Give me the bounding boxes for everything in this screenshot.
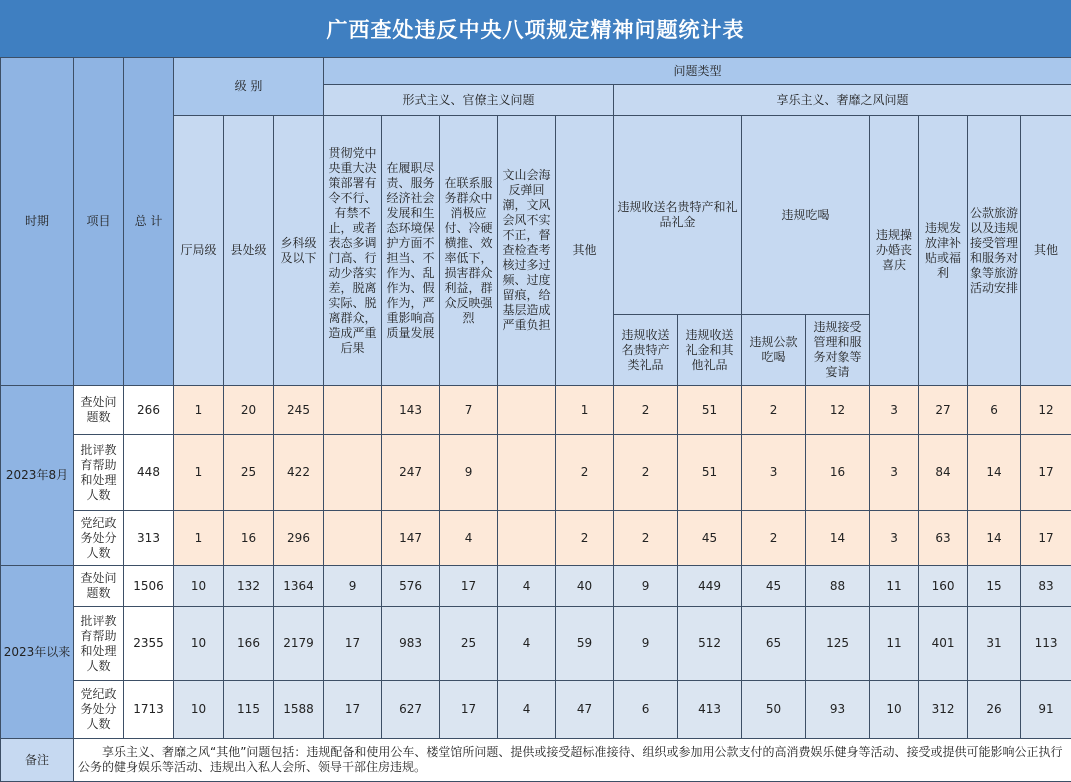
table-body	[1, 386, 1071, 739]
value-cell: 2	[556, 511, 614, 566]
total-cell: 1506	[124, 566, 174, 607]
value-cell: 20	[224, 386, 274, 435]
value-cell: 3	[742, 435, 806, 511]
total-cell: 2355	[124, 607, 174, 681]
value-cell: 3	[870, 386, 919, 435]
page-title: 广西查处违反中央八项规定精神问题统计表	[0, 0, 1071, 57]
row-item-label: 批评教育帮助和处理人数	[74, 435, 124, 511]
value-cell: 45	[742, 566, 806, 607]
value-cell: 59	[556, 607, 614, 681]
value-cell: 2179	[274, 607, 324, 681]
value-cell: 47	[556, 681, 614, 739]
value-cell: 2	[614, 435, 678, 511]
value-cell: 12	[1021, 386, 1071, 435]
value-cell: 125	[806, 607, 870, 681]
header-allowance: 违规发放津补贴或福利	[919, 116, 968, 386]
header-formalism-4: 文山会海反弹回潮，文风会风不实不正，督查检查考核过多过频、过度留痕，给基层造成严重负担	[498, 116, 556, 386]
value-cell: 401	[919, 607, 968, 681]
value-cell: 3	[870, 435, 919, 511]
period-label: 2023年以来	[1, 566, 74, 739]
period-label: 2023年8月	[1, 386, 74, 566]
value-cell: 512	[678, 607, 742, 681]
value-cell: 40	[556, 566, 614, 607]
value-cell: 1	[556, 386, 614, 435]
note-label: 备注	[1, 739, 74, 782]
value-cell: 132	[224, 566, 274, 607]
value-cell: 51	[678, 386, 742, 435]
row-item-label: 党纪政务处分人数	[74, 681, 124, 739]
header-period: 时期	[1, 58, 74, 386]
value-cell: 17	[1021, 511, 1071, 566]
value-cell: 449	[678, 566, 742, 607]
value-cell: 26	[968, 681, 1021, 739]
value-cell: 113	[1021, 607, 1071, 681]
value-cell: 9	[324, 566, 382, 607]
row-item-label: 党纪政务处分人数	[74, 511, 124, 566]
value-cell: 3	[870, 511, 919, 566]
value-cell: 9	[440, 435, 498, 511]
value-cell: 9	[614, 566, 678, 607]
value-cell: 6	[968, 386, 1021, 435]
header-gifts-2: 违规收送礼金和其他礼品	[678, 315, 742, 386]
header-eat-2: 违规接受管理和服务对象等宴请	[806, 315, 870, 386]
value-cell: 65	[742, 607, 806, 681]
value-cell: 247	[382, 435, 440, 511]
value-cell: 17	[440, 566, 498, 607]
header-level-xian: 县处级	[224, 116, 274, 386]
total-cell: 448	[124, 435, 174, 511]
value-cell	[498, 511, 556, 566]
header-eat-group: 违规吃喝	[742, 116, 870, 315]
header-wedding: 违规操办婚丧喜庆	[870, 116, 919, 386]
header-level-xiang: 乡科级及以下	[274, 116, 324, 386]
value-cell: 10	[174, 681, 224, 739]
value-cell: 1	[174, 435, 224, 511]
value-cell: 4	[498, 607, 556, 681]
total-cell: 1713	[124, 681, 174, 739]
value-cell	[324, 511, 382, 566]
value-cell: 166	[224, 607, 274, 681]
header-formalism-group: 形式主义、官僚主义问题	[324, 85, 614, 116]
value-cell: 4	[440, 511, 498, 566]
value-cell: 245	[274, 386, 324, 435]
statistics-table	[0, 57, 1071, 782]
value-cell: 6	[614, 681, 678, 739]
header-level-group: 级 别	[174, 58, 324, 116]
value-cell: 576	[382, 566, 440, 607]
value-cell: 83	[1021, 566, 1071, 607]
value-cell: 31	[968, 607, 1021, 681]
value-cell	[498, 435, 556, 511]
value-cell: 12	[806, 386, 870, 435]
value-cell: 45	[678, 511, 742, 566]
value-cell: 17	[324, 681, 382, 739]
row-item-label: 查处问题数	[74, 566, 124, 607]
value-cell: 17	[440, 681, 498, 739]
header-hedonism-other: 其他	[1021, 116, 1071, 386]
value-cell: 11	[870, 566, 919, 607]
value-cell: 143	[382, 386, 440, 435]
value-cell: 413	[678, 681, 742, 739]
row-item-label: 查处问题数	[74, 386, 124, 435]
value-cell: 1588	[274, 681, 324, 739]
value-cell: 11	[870, 607, 919, 681]
value-cell: 14	[806, 511, 870, 566]
header-formalism-3: 在联系服务群众中消极应付、冷硬横推、效率低下，损害群众利益，群众反映强烈	[440, 116, 498, 386]
header-problem-types: 问题类型	[324, 58, 1071, 85]
table-row	[1, 511, 1071, 566]
value-cell: 25	[224, 435, 274, 511]
value-cell: 4	[498, 681, 556, 739]
value-cell: 2	[742, 511, 806, 566]
note-text: 享乐主义、奢靡之风“其他”问题包括：违规配备和使用公车、楼堂馆所问题、提供或接受超标准接待、组织或参加用公款支付的高消费娱乐健身等活动、接受或提供可能影响公正执行公务的健身娱乐等活动、违规出入私人会所、领导干部住房违规。	[74, 739, 1071, 782]
value-cell: 25	[440, 607, 498, 681]
header-total: 总 计	[124, 58, 174, 386]
value-cell: 15	[968, 566, 1021, 607]
value-cell: 10	[174, 607, 224, 681]
value-cell: 17	[1021, 435, 1071, 511]
row-item-label: 批评教育帮助和处理人数	[74, 607, 124, 681]
value-cell: 17	[324, 607, 382, 681]
value-cell: 10	[870, 681, 919, 739]
value-cell: 983	[382, 607, 440, 681]
value-cell: 88	[806, 566, 870, 607]
value-cell: 14	[968, 511, 1021, 566]
value-cell	[324, 435, 382, 511]
header-formalism-1: 贯彻党中央重大决策部署有令不行、有禁不止，或者表态多调门高、行动少落实差，脱离实际、脱离群众，造成严重后果	[324, 116, 382, 386]
header-formalism-other: 其他	[556, 116, 614, 386]
value-cell: 16	[224, 511, 274, 566]
value-cell: 1364	[274, 566, 324, 607]
header-level-ting: 厅局级	[174, 116, 224, 386]
header-gifts-1: 违规收送名贵特产类礼品	[614, 315, 678, 386]
value-cell: 14	[968, 435, 1021, 511]
value-cell: 147	[382, 511, 440, 566]
value-cell: 1	[174, 511, 224, 566]
value-cell: 91	[1021, 681, 1071, 739]
value-cell	[498, 386, 556, 435]
value-cell: 51	[678, 435, 742, 511]
header-gifts-group: 违规收送名贵特产和礼品礼金	[614, 116, 742, 315]
table-row	[1, 386, 1071, 435]
value-cell: 2	[742, 386, 806, 435]
value-cell: 93	[806, 681, 870, 739]
header-travel: 公款旅游以及违规接受管理和服务对象等旅游活动安排	[968, 116, 1021, 386]
header-hedonism-group: 享乐主义、奢靡之风问题	[614, 85, 1071, 116]
value-cell: 50	[742, 681, 806, 739]
value-cell	[324, 386, 382, 435]
value-cell: 27	[919, 386, 968, 435]
table-row	[1, 681, 1071, 739]
value-cell: 115	[224, 681, 274, 739]
value-cell: 422	[274, 435, 324, 511]
total-cell: 313	[124, 511, 174, 566]
value-cell: 7	[440, 386, 498, 435]
value-cell: 1	[174, 386, 224, 435]
value-cell: 63	[919, 511, 968, 566]
total-cell: 266	[124, 386, 174, 435]
value-cell: 10	[174, 566, 224, 607]
value-cell: 2	[556, 435, 614, 511]
value-cell: 4	[498, 566, 556, 607]
header-eat-1: 违规公款吃喝	[742, 315, 806, 386]
value-cell: 296	[274, 511, 324, 566]
table-row	[1, 607, 1071, 681]
value-cell: 160	[919, 566, 968, 607]
value-cell: 2	[614, 511, 678, 566]
value-cell: 9	[614, 607, 678, 681]
value-cell: 312	[919, 681, 968, 739]
value-cell: 627	[382, 681, 440, 739]
header-item: 项目	[74, 58, 124, 386]
table-row	[1, 435, 1071, 511]
table-row	[1, 566, 1071, 607]
value-cell: 2	[614, 386, 678, 435]
value-cell: 16	[806, 435, 870, 511]
value-cell: 84	[919, 435, 968, 511]
header-formalism-2: 在履职尽责、服务经济社会发展和生态环境保护方面不担当、不作为、乱作为、假作为，严重影响高质量发展	[382, 116, 440, 386]
